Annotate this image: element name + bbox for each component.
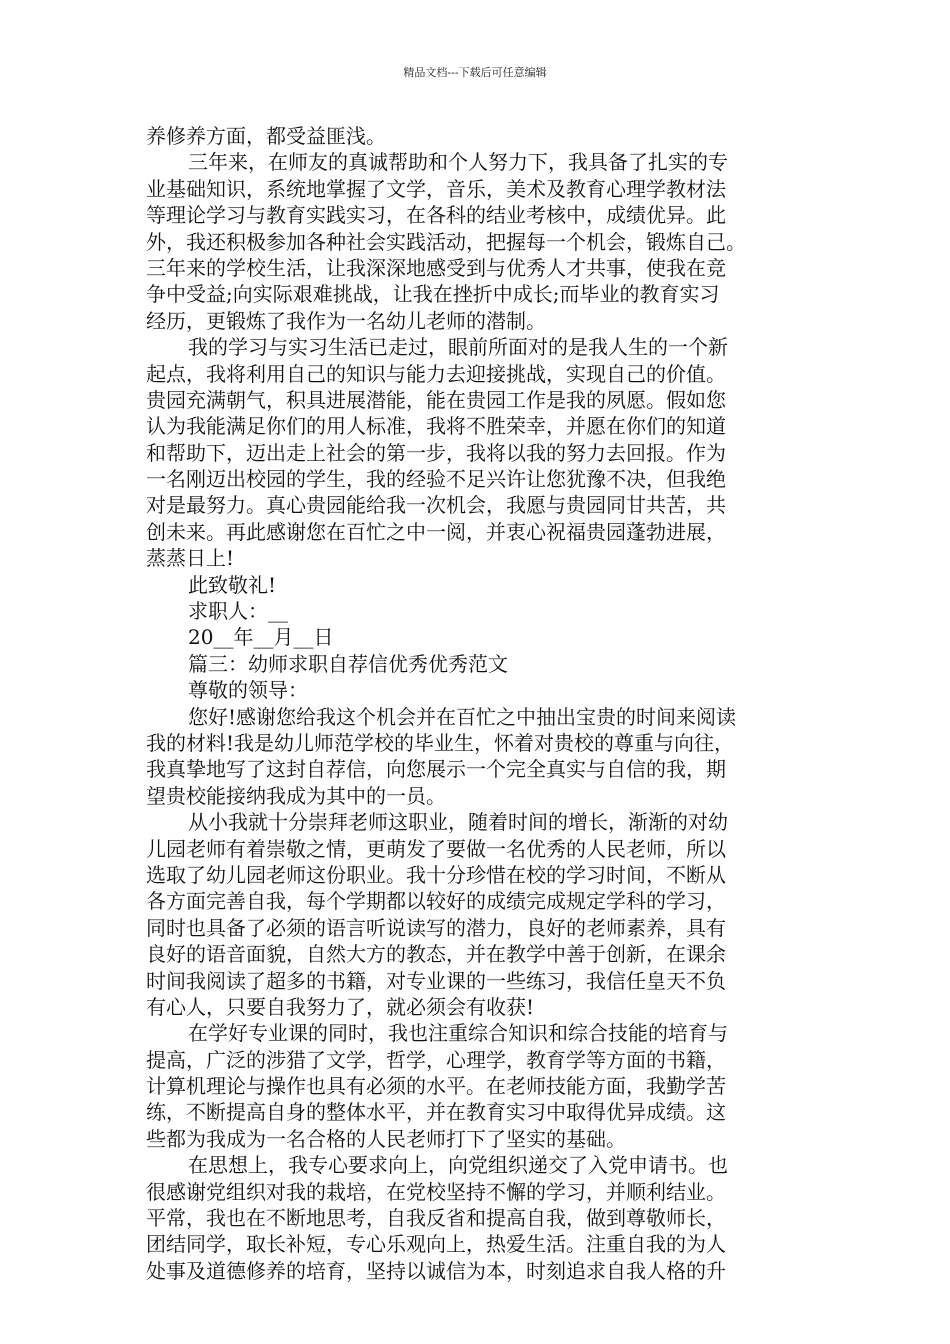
text-line: 我的材料!我是幼儿师范学校的毕业生，怀着对贵校的尊重与向往，	[146, 730, 735, 755]
document-body	[146, 123, 806, 1284]
text-line: 处事及道德修养的培育，坚持以诚信为本，时刻追求自我人格的升	[146, 1258, 726, 1283]
text-line: 外，我还积极参加各种社会实践活动，把握每一个机会，锻炼自己。	[146, 229, 746, 254]
text-line: 有心人，只要自我努力了，就必须会有收获!	[146, 994, 535, 1019]
text-line: 养修养方面，都受益匪浅。	[146, 124, 386, 148]
text-line: 对是最努力。真心贵园能给我一次机会，我愿与贵园同甘共苦，共	[146, 493, 726, 518]
text-line: 儿园老师有着崇敬之情，更萌发了要做一名优秀的人民老师，所以	[146, 836, 726, 861]
text-line: 从小我就十分崇拜老师这职业，随着时间的增长，渐渐的对幼	[188, 810, 728, 835]
text-line: 贵园充满朝气，积具进展潜能，能在贵园工作是我的夙愿。假如您	[146, 387, 726, 412]
text-line: 等理论学习与教育实践实习，在各科的结业考核中，成绩优异。此	[146, 203, 726, 228]
text-line: 良好的语音面貌，自然大方的教态，并在教学中善于创新，在课余	[146, 942, 726, 967]
text-line: 很感谢党组织对我的栽培，在党校坚持不懈的学习，并顺利结业。	[146, 1179, 726, 1204]
text-line: 我的学习与实习生活已走过，眼前所面对的是我人生的一个新	[188, 335, 728, 360]
text-line: 起点，我将利用自己的知识与能力去迎接挑战，实现自己的价值。	[146, 361, 726, 386]
text-line: 您好!感谢您给我这个机会并在百忙之中抽出宝贵的时间来阅读	[188, 704, 737, 729]
text-line: 三年来的学校生活，让我深深地感受到与优秀人才共事，使我在竞	[146, 255, 726, 280]
text-line: 业基础知识，系统地掌握了文学，音乐，美术及教育心理学教材法	[146, 176, 726, 201]
text-line: 选取了幼儿园老师这份职业。我十分珍惜在校的学习时间，不断从	[146, 862, 726, 887]
text-line: 经历，更锻炼了我作为一名幼儿老师的潜制。	[146, 308, 546, 333]
text-line: 尊敬的领导：	[188, 678, 308, 703]
text-line: 同时也具备了必须的语言听说读写的潜力，良好的老师素养，具有	[146, 915, 726, 940]
text-line: 一名刚迈出校园的学生，我的经验不足兴许让您犹豫不决，但我绝	[146, 467, 726, 492]
text-line: 些都为我成为一名合格的人民老师打下了坚实的基础。	[146, 1126, 626, 1151]
text-line: 计算机理论与操作也具有必须的水平。在老师技能方面，我勤学苦	[146, 1074, 726, 1099]
text-line: 平常，我也在不断地思考，自我反省和提高自我，做到尊敬师长，	[146, 1206, 726, 1231]
text-line: 争中受益;向实际艰难挑战，让我在挫折中成长;而毕业的教育实习	[146, 282, 720, 307]
text-line: 各方面完善自我，每个学期都以较好的成绩完成规定学科的学习，	[146, 889, 726, 914]
text-line: 篇三：幼师求职自荐信优秀优秀范文	[188, 651, 508, 676]
page-header: 精品文档---下载后可任意编辑	[403, 66, 547, 79]
text-line: 创未来。再此感谢您在百忙之中一阅，并衷心祝福贵园蓬勃进展，	[146, 519, 726, 544]
text-line: 和帮助下，迈出走上社会的第一步，我将以我的努力去回报。作为	[146, 440, 726, 465]
text-line: 蒸蒸日上!	[146, 546, 235, 571]
text-line: 我真挚地写了这封自荐信，向您展示一个完全真实与自信的我，期	[146, 757, 726, 782]
text-line: 20__年__月__日	[188, 625, 334, 650]
text-line: 练，不断提高自身的整体水平，并在教育实习中取得优异成绩。这	[146, 1100, 726, 1125]
text-line: 在学好专业课的同时，我也注重综合知识和综合技能的培育与	[188, 1021, 728, 1046]
text-line: 在思想上，我专心要求向上，向党组织递交了入党申请书。也	[188, 1153, 728, 1178]
text-line: 提高，广泛的涉猎了文学，哲学，心理学，教育学等方面的书籍，	[146, 1047, 726, 1072]
text-line: 此致敬礼!	[188, 572, 277, 597]
text-line: 认为我能满足你们的用人标准，我将不胜荣幸，并愿在你们的知道	[146, 414, 726, 439]
text-line: 团结同学，取长补短，专心乐观向上，热爱生活。注重自我的为人	[146, 1232, 726, 1257]
text-line: 求职人：__	[188, 599, 288, 624]
text-line: 时间我阅读了超多的书籍，对专业课的一些练习，我信任皇天不负	[146, 968, 726, 993]
text-line: 望贵校能接纳我成为其中的一员。	[146, 783, 446, 808]
text-line: 三年来，在师友的真诚帮助和个人努力下，我具备了扎实的专	[188, 150, 728, 175]
